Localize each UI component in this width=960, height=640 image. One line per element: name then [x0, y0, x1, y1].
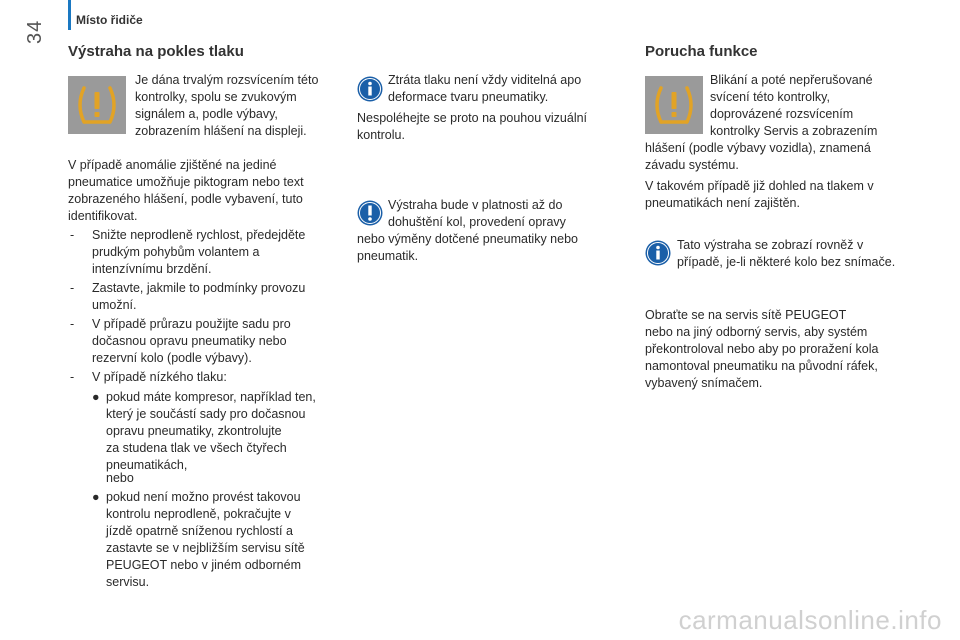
section-title: Místo řidiče	[76, 13, 143, 27]
bullet-text-6: servisu.	[106, 575, 150, 589]
mid-note2-4: pneumatik.	[357, 249, 419, 263]
heading-pressure-warning: Výstraha na pokles tlaku	[68, 43, 244, 60]
right-intro-2: svícení této kontrolky,	[710, 90, 830, 104]
list-text-2: prudkým pohybům volantem a	[92, 245, 260, 259]
heading-malfunction: Porucha funkce	[645, 43, 758, 60]
bullet-text-1: pokud není možno provést takovou	[106, 490, 301, 504]
right-note-1: Tato výstraha se zobrazí rovněž v	[677, 238, 864, 252]
mid-note1-1: Ztráta tlaku není vždy viditelná apo	[388, 73, 582, 87]
list-text-1: Snižte neprodleně rychlost, předejděte	[92, 228, 306, 242]
list-text-1: V případě průrazu použijte sadu pro	[92, 317, 291, 331]
info-icon	[645, 240, 671, 266]
left-intro-1: Je dána trvalým rozsvícením této	[135, 73, 319, 87]
bullet-text-4: za studena tlak ve všech čtyřech	[106, 441, 287, 455]
mid-para-2: kontrolu.	[357, 128, 405, 142]
list-text-2: dočasnou opravu pneumatiky nebo	[92, 334, 287, 348]
left-intro-3: signálem a, podle výbavy,	[135, 107, 278, 121]
info-icon	[357, 76, 383, 102]
left-intro-4: zobrazením hlášení na displeji.	[135, 124, 307, 138]
bullet-text-5: PEUGEOT nebo v jiném odborném	[106, 558, 302, 572]
header-accent-bar	[68, 0, 71, 30]
list-dash: -	[70, 370, 75, 384]
right-final-5: vybavený snímačem.	[645, 376, 763, 390]
mid-note2-2: dohuštění kol, provedení opravy	[388, 215, 566, 229]
left-para-3: zobrazeného hlášení, podle vybavení, tuto	[68, 192, 303, 206]
right-intro-1: Blikání a poté nepřerušované	[710, 73, 873, 87]
exclamation-icon	[357, 200, 383, 226]
right-para-2: pneumatikách není zajištěn.	[645, 196, 800, 210]
bullet-text-2: který je součástí sady pro dočasnou	[106, 407, 306, 421]
or-word: nebo	[106, 471, 134, 485]
right-intro-6: závadu systému.	[645, 158, 739, 172]
right-intro-4: kontrolky Servis a zobrazením	[710, 124, 878, 138]
mid-note2-1: Výstraha bude v platnosti až do	[388, 198, 563, 212]
bullet-dot: ●	[92, 490, 100, 504]
bullet-text-2: kontrolu neprodleně, pokračujte v	[106, 507, 291, 521]
mid-note1-2: deformace tvaru pneumatiky.	[388, 90, 549, 104]
tyre-pressure-warning-icon	[68, 76, 126, 134]
right-final-2: nebo na jiný odborný servis, aby systém	[645, 325, 868, 339]
right-final-4: namontoval pneumatiku na původní ráfek,	[645, 359, 878, 373]
list-text-3: intenzívnímu brzdění.	[92, 262, 212, 276]
right-final-3: překontroloval nebo aby po proražení kola	[645, 342, 879, 356]
list-text-1: Zastavte, jakmile to podmínky provozu	[92, 281, 306, 295]
list-text-1: V případě nízkého tlaku:	[92, 370, 227, 384]
bullet-dot: ●	[92, 390, 100, 404]
bullet-text-1: pokud máte kompresor, například ten,	[106, 390, 316, 404]
tyre-pressure-warning-icon	[645, 76, 703, 134]
list-text-2: umožní.	[92, 298, 137, 312]
list-text-3: rezervní kolo (podle výbavy).	[92, 351, 252, 365]
list-dash: -	[70, 281, 75, 295]
list-dash: -	[70, 228, 75, 242]
watermark: carmanualsonline.info	[678, 605, 942, 635]
left-para-2: pneumatice umožňuje piktogram nebo text	[68, 175, 304, 189]
mid-note2-3: nebo výměny dotčené pneumatiky nebo	[357, 232, 578, 246]
left-para-1: V případě anomálie zjištěné na jediné	[68, 158, 277, 172]
left-para-4: identifikovat.	[68, 209, 138, 223]
left-intro-2: kontrolky, spolu se zvukovým	[135, 90, 297, 104]
right-para-1: V takovém případě již dohled na tlakem v	[645, 179, 874, 193]
right-final-1: Obraťte se na servis sítě PEUGEOT	[645, 308, 847, 322]
mid-para-1: Nespoléhejte se proto na pouhou vizuální	[357, 111, 588, 125]
bullet-text-4: zastavte se v nejbližším servisu sítě	[106, 541, 305, 555]
right-intro-5: hlášení (podle výbavy vozidla), znamená	[645, 141, 871, 155]
list-dash: -	[70, 317, 75, 331]
bullet-text-3: opravu pneumatiky, zkontrolujte	[106, 424, 282, 438]
bullet-text-3: jízdě opatrně sníženou rychlostí a	[106, 524, 293, 538]
right-note-2: případě, je-li některé kolo bez snímače.	[677, 255, 896, 269]
right-intro-3: doprovázené rozsvícením	[710, 107, 854, 121]
bullet-text-5: pneumatikách,	[106, 458, 188, 472]
page-number: 34	[24, 19, 46, 44]
